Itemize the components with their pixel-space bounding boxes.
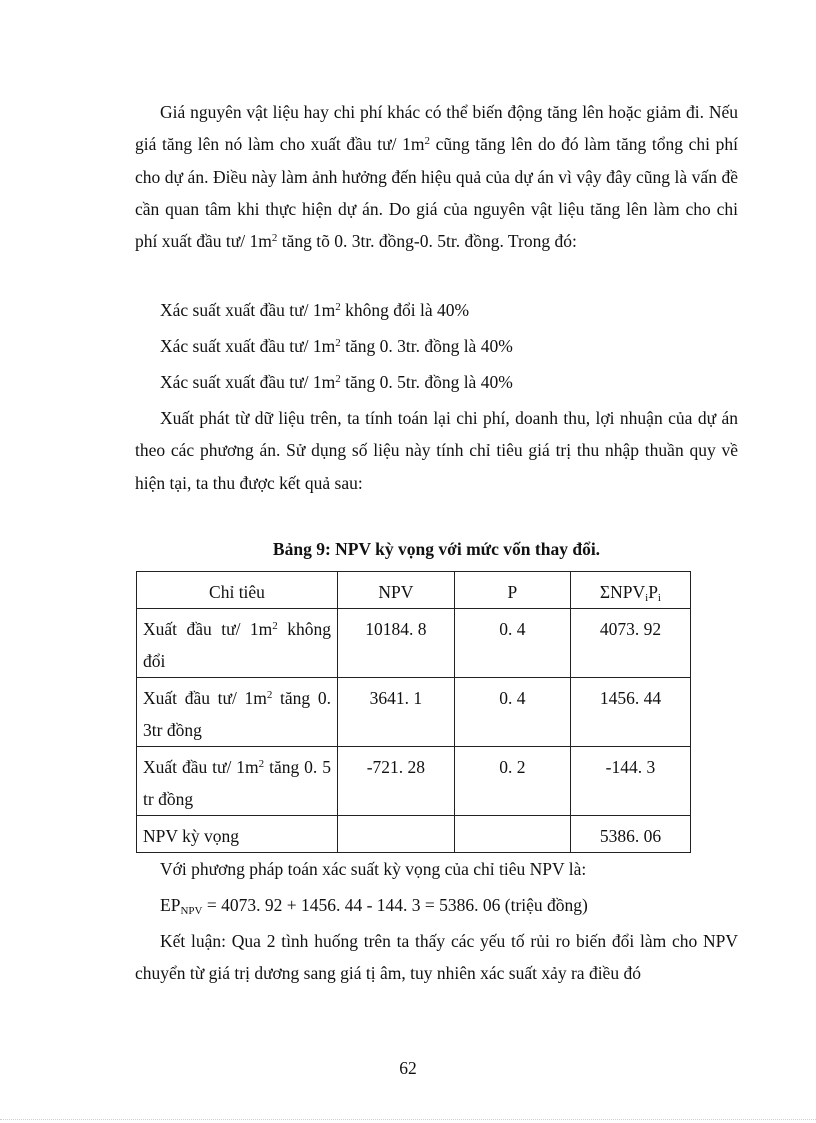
header-criteria: Chỉ tiêu [137, 572, 338, 609]
header-npv: NPV [337, 572, 454, 609]
superscript: 2 [266, 689, 273, 701]
text-run: không đổi là 40% [340, 300, 470, 320]
total-npv [337, 816, 454, 853]
page-bottom-divider [0, 1119, 816, 1120]
expected-value-formula [160, 893, 588, 917]
text-run: tăng 0. 5tr. đồng là 40% [340, 372, 513, 392]
text-run: tăng tõ 0. 3tr. đồng-0. 5tr. đồng. Trong đó: [277, 231, 577, 252]
row-npv: 10184. 8 [337, 609, 454, 678]
superscript: 2 [335, 301, 341, 313]
row-sum: 1456. 44 [570, 678, 690, 747]
row-label [137, 678, 338, 747]
npv-table [136, 571, 691, 853]
text-run: Xuất đầu tư/ 1m [143, 757, 259, 777]
table-caption: Bảng 9: NPV kỳ vọng với mức vốn thay đổi. [272, 539, 601, 559]
total-label: NPV kỳ vọng [137, 816, 338, 853]
text-run: tăng 0. 3tr đồng [143, 688, 331, 740]
probability-line-2 [160, 334, 513, 358]
expected-value-intro: Với phương pháp toán xác suất kỳ vọng của chỉ tiêu NPV là: [160, 859, 587, 879]
row-p: 0. 2 [454, 747, 570, 816]
subscript: i [645, 592, 649, 604]
text-run: P [648, 582, 658, 602]
superscript: 2 [271, 232, 278, 245]
row-sum: 4073. 92 [570, 609, 690, 678]
table-header-row [137, 572, 691, 609]
total-sum: 5386. 06 [570, 816, 690, 853]
table-row [137, 678, 691, 747]
table-row [137, 609, 691, 678]
row-label [137, 747, 338, 816]
text-run: Xác suất xuất đầu tư/ 1m [160, 300, 336, 320]
probability-line-3 [160, 370, 513, 394]
table-total-row [137, 816, 691, 853]
row-p: 0. 4 [454, 678, 570, 747]
paragraph-intro [135, 96, 738, 257]
paragraph-method: Xuất phát từ dữ liệu trên, ta tính toán lại chi phí, doanh thu, lợi nhuận của dự án theo các phương án. Sử dụng số liệu này tính chỉ tiêu giá trị thu nhập thuần quy về hiện tại, ta thu được kết quả sau: [135, 408, 738, 493]
row-npv: 3641. 1 [337, 678, 454, 747]
probability-line-1 [160, 298, 469, 322]
page-number: 62 [399, 1058, 417, 1078]
text-run: cũng tăng lên do đó làm tăng tổng chi phí cho dự án. Điều này làm ảnh hưởng đến hiệu quả của dự án vì vậy đây cũng là vấn đề cần quan tâm khi thực hiện dự án. Do giá của nguyên vật liệu tăng lên làm cho chi phí xuất đầu tư/ 1m [135, 134, 738, 252]
text-run: Xác suất xuất đầu tư/ 1m [160, 372, 336, 392]
total-p [454, 816, 570, 853]
text-run: tăng 0. 3tr. đồng là 40% [340, 336, 513, 356]
text-run: = 4073. 92 + 1456. 44 - 144. 3 = 5386. 06 (triệu đồng) [202, 895, 588, 915]
superscript: 2 [258, 758, 265, 770]
paragraph-conclusion: Kết luận: Qua 2 tình huống trên ta thấy các yếu tố rủi ro biến đổi làm cho NPV chuyển từ giá trị dương sang giá tị âm, tuy nhiên xác suất xảy ra điều đó [135, 931, 738, 984]
text-run: không đổi [143, 619, 331, 671]
text-run: Xuất đầu tư/ 1m [143, 619, 273, 639]
row-label [137, 609, 338, 678]
subscript: NPV [180, 905, 203, 917]
header-sum-npv-p [570, 572, 690, 609]
text-run: Xác suất xuất đầu tư/ 1m [160, 336, 336, 356]
header-p: P [454, 572, 570, 609]
text-run: ΣNPV [599, 582, 646, 602]
row-npv: -721. 28 [337, 747, 454, 816]
row-p: 0. 4 [454, 609, 570, 678]
text-run: EP [160, 895, 181, 915]
superscript: 2 [424, 135, 430, 148]
text-run: tăng 0. 5 tr đồng [143, 757, 331, 809]
superscript: 2 [272, 620, 278, 632]
table-row [137, 747, 691, 816]
text-run: Xuất đầu tư/ 1m [143, 688, 267, 708]
row-sum: -144. 3 [570, 747, 690, 816]
text-run: Giá nguyên vật liệu hay chi phí khác có thể biến động tăng lên hoặc giảm đi. Nếu giá tăng lên nó làm cho xuất đầu tư/ 1m [135, 102, 738, 155]
superscript: 2 [335, 373, 341, 385]
superscript: 2 [335, 337, 341, 349]
subscript: i [657, 592, 661, 604]
